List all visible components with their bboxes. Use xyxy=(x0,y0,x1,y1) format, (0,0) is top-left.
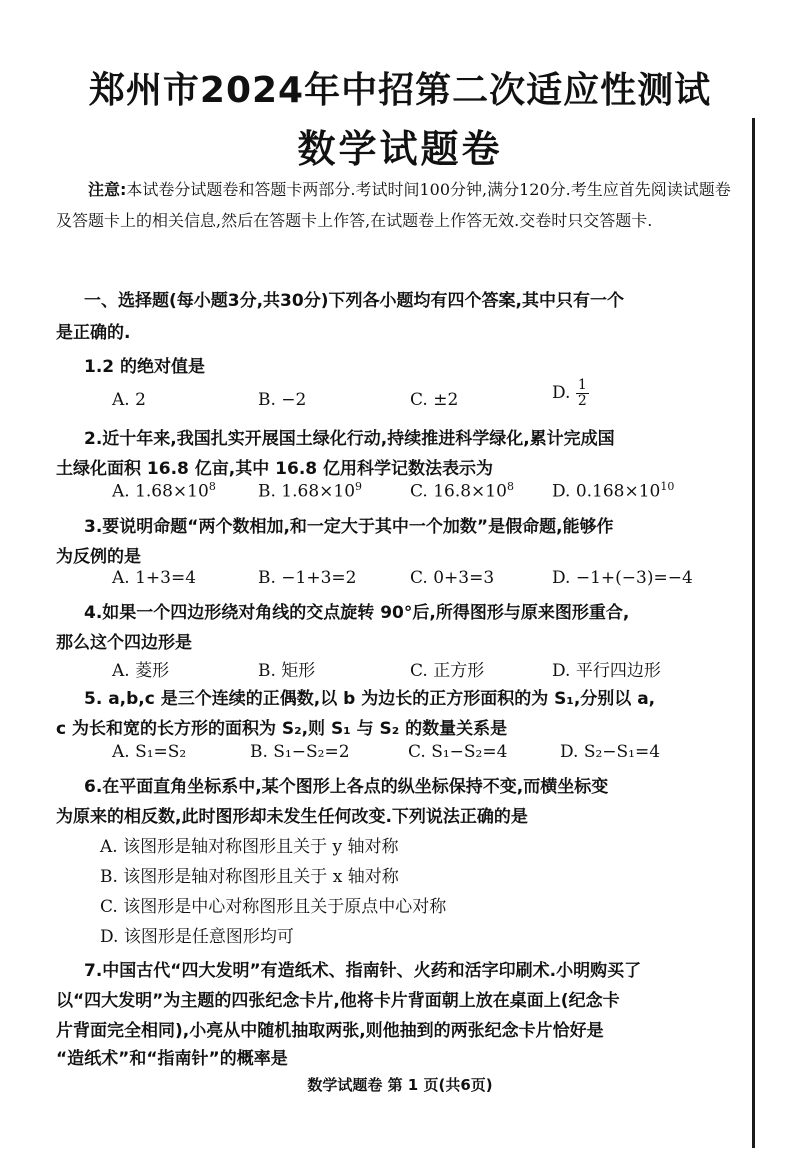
q2-option-c-base: C. 16.8×10 xyxy=(410,481,507,502)
q1-option-d-fraction xyxy=(576,378,589,409)
q5-option-b: B. S₁−S₂=2 xyxy=(250,742,350,762)
q4-option-a: A. 菱形 xyxy=(112,661,170,681)
page-edge-line xyxy=(752,118,755,1148)
q1-option-d xyxy=(552,378,589,409)
q4-option-c: C. 正方形 xyxy=(410,661,485,681)
q1-option-d-denominator: 2 xyxy=(577,393,587,409)
q3-stem-line1: 3.要说明命题“两个数相加,和一定大于其中一个加数”是假命题,能够作 xyxy=(84,517,614,537)
q7-stem-line1: 7.中国古代“四大发明”有造纸术、指南针、火药和活字印刷术.小明购买了 xyxy=(84,961,642,981)
q6-stem-line2: 为原来的相反数,此时图形却未发生任何改变.下列说法正确的是 xyxy=(56,807,528,827)
section1-heading: 一、选择题(每小题3分,共30分)下列各小题均有四个答案,其中只有一个 xyxy=(84,291,624,311)
q3-option-d: D. −1+(−3)=−4 xyxy=(552,568,693,588)
q6-option-c: C. 该图形是中心对称图形且关于原点中心对称 xyxy=(100,897,447,917)
q5-option-c: C. S₁−S₂=4 xyxy=(408,742,508,762)
q1-stem: 1.2 的绝对值是 xyxy=(84,357,206,377)
section1-heading-cont: 是正确的. xyxy=(56,323,131,343)
q4-option-b: B. 矩形 xyxy=(258,661,316,681)
q3-option-a: A. 1+3=4 xyxy=(112,568,197,588)
q7-stem-line2: 以“四大发明”为主题的四张纪念卡片,他将卡片背面朝上放在桌面上(纪念卡 xyxy=(56,991,620,1011)
page-footer: 数学试题卷 第 1 页(共6页) xyxy=(307,1076,493,1094)
q5-stem-line1: 5. a,b,c 是三个连续的正偶数,以 b 为边长的正方形面积的为 S₁,分别以 a, xyxy=(84,689,656,709)
q2-option-a-base: A. 1.68×10 xyxy=(112,481,209,502)
q2-option-a-exponent: 8 xyxy=(208,480,216,493)
q1-option-d-numerator: 1 xyxy=(577,377,587,393)
q2-stem-line2: 土绿化面积 16.8 亿亩,其中 16.8 亿用科学记数法表示为 xyxy=(56,459,494,479)
q3-option-b: B. −1+3=2 xyxy=(258,568,357,588)
q3-option-c: C. 0+3=3 xyxy=(410,568,495,588)
exam-title: 郑州市2024年中招第二次适应性测试 xyxy=(88,70,712,111)
notice-label: 注意: xyxy=(88,180,127,199)
q2-option-b xyxy=(258,480,362,502)
q1-option-d-label: D. xyxy=(552,383,571,403)
q5-option-a: A. S₁=S₂ xyxy=(112,742,187,762)
q7-stem-line3: 片背面完全相同),小亮从中随机抽取两张,则他抽到的两张纪念卡片恰好是 xyxy=(56,1021,604,1041)
q6-stem-line1: 6.在平面直角坐标系中,某个图形上各点的纵坐标保持不变,而横坐标变 xyxy=(84,777,609,797)
q3-stem-line2: 为反例的是 xyxy=(56,547,141,567)
notice-text: 本试卷分试题卷和答题卡两部分.考试时间100分钟,满分120分.考生应首先阅读试题卷及答题卡上的相关信息,然后在答题卡上作答,在试题卷上作答无效.交卷时只交答题卡. xyxy=(56,180,731,230)
q5-option-d: D. S₂−S₁=4 xyxy=(560,742,661,762)
q2-option-c xyxy=(410,480,514,502)
q1-option-a: A. 2 xyxy=(112,390,146,410)
q2-option-d-exponent: 10 xyxy=(660,480,675,493)
q4-stem-line1: 4.如果一个四边形绕对角线的交点旋转 90°后,所得图形与原来图形重合, xyxy=(84,603,630,623)
q2-option-c-exponent: 8 xyxy=(506,480,514,493)
q2-option-b-base: B. 1.68×10 xyxy=(258,481,356,502)
notice-block xyxy=(56,174,736,236)
q2-option-b-exponent: 9 xyxy=(355,480,363,493)
q2-stem-line1: 2.近十年来,我国扎实开展国土绿化行动,持续推进科学绿化,累计完成国 xyxy=(84,429,615,449)
q4-stem-line2: 那么这个四边形是 xyxy=(56,633,192,653)
q6-option-b: B. 该图形是轴对称图形且关于 x 轴对称 xyxy=(100,867,399,887)
q6-option-d: D. 该图形是任意图形均可 xyxy=(100,927,294,947)
q4-option-d: D. 平行四边形 xyxy=(552,661,661,681)
q1-option-b: B. −2 xyxy=(258,390,307,410)
q2-option-d xyxy=(552,480,674,502)
q2-option-d-base: D. 0.168×10 xyxy=(552,481,661,502)
q1-option-c: C. ±2 xyxy=(410,390,459,410)
q5-stem-line2: c 为长和宽的长方形的面积为 S₂,则 S₁ 与 S₂ 的数量关系是 xyxy=(56,719,508,739)
q2-option-a xyxy=(112,480,216,502)
q7-stem-line4: “造纸术”和“指南针”的概率是 xyxy=(56,1049,288,1069)
q6-option-a: A. 该图形是轴对称图形且关于 y 轴对称 xyxy=(100,837,399,857)
exam-subtitle: 数学试题卷 xyxy=(297,127,503,171)
